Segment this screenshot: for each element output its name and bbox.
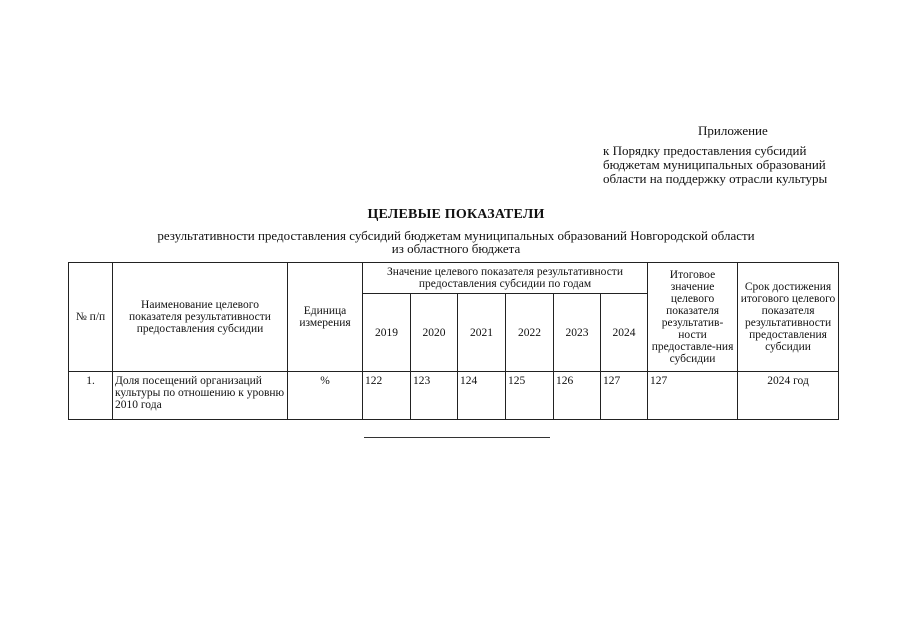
- row-final: 127: [648, 372, 738, 420]
- separator-line: [364, 437, 550, 438]
- header-year: 2019: [363, 294, 411, 372]
- row-value: 124: [458, 372, 506, 420]
- subtitle-line: результативности предоставления субсидий бюджетам муниципальных образований Новгородской области: [157, 228, 755, 243]
- row-value: 123: [411, 372, 458, 420]
- header-year: 2022: [506, 294, 554, 372]
- appendix-line: области на поддержку отрасли культуры: [603, 171, 828, 186]
- row-unit: %: [288, 372, 363, 420]
- appendix-line: к Порядку предоставления субсидий: [603, 143, 807, 158]
- header-values-group: Значение целевого показателя результативности предоставления субсидии по годам: [363, 263, 648, 294]
- appendix-heading: Приложение: [698, 123, 768, 138]
- header-name: Наименование целевого показателя результативности предоставления субсидии: [113, 263, 288, 372]
- header-year: 2023: [554, 294, 601, 372]
- header-deadline: Срок достижения итогового целевого показателя результативности предоставления субсидии: [738, 263, 839, 372]
- header-year: 2020: [411, 294, 458, 372]
- document-subtitle: [100, 229, 812, 255]
- table-row: [69, 372, 839, 420]
- header-year: 2024: [601, 294, 648, 372]
- header-num: № п/п: [69, 263, 113, 372]
- row-value: 127: [601, 372, 648, 420]
- header-unit: Единица измерения: [288, 263, 363, 372]
- row-name: Доля посещений организаций культуры по отношению к уровню 2010 года: [113, 372, 288, 420]
- document-title: ЦЕЛЕВЫЕ ПОКАЗАТЕЛИ: [367, 207, 545, 222]
- header-year: 2021: [458, 294, 506, 372]
- header-final: Итоговое значение целевого показателя результатив-ности предоставле-ния субсидии: [648, 263, 738, 372]
- row-num: 1.: [69, 372, 113, 420]
- row-deadline: 2024 год: [738, 372, 839, 420]
- subtitle-line: из областного бюджета: [391, 241, 521, 256]
- row-value: 125: [506, 372, 554, 420]
- appendix-block: [603, 124, 893, 186]
- appendix-line: бюджетам муниципальных образований: [603, 157, 826, 172]
- row-value: 122: [363, 372, 411, 420]
- indicators-table: [68, 262, 839, 420]
- row-value: 126: [554, 372, 601, 420]
